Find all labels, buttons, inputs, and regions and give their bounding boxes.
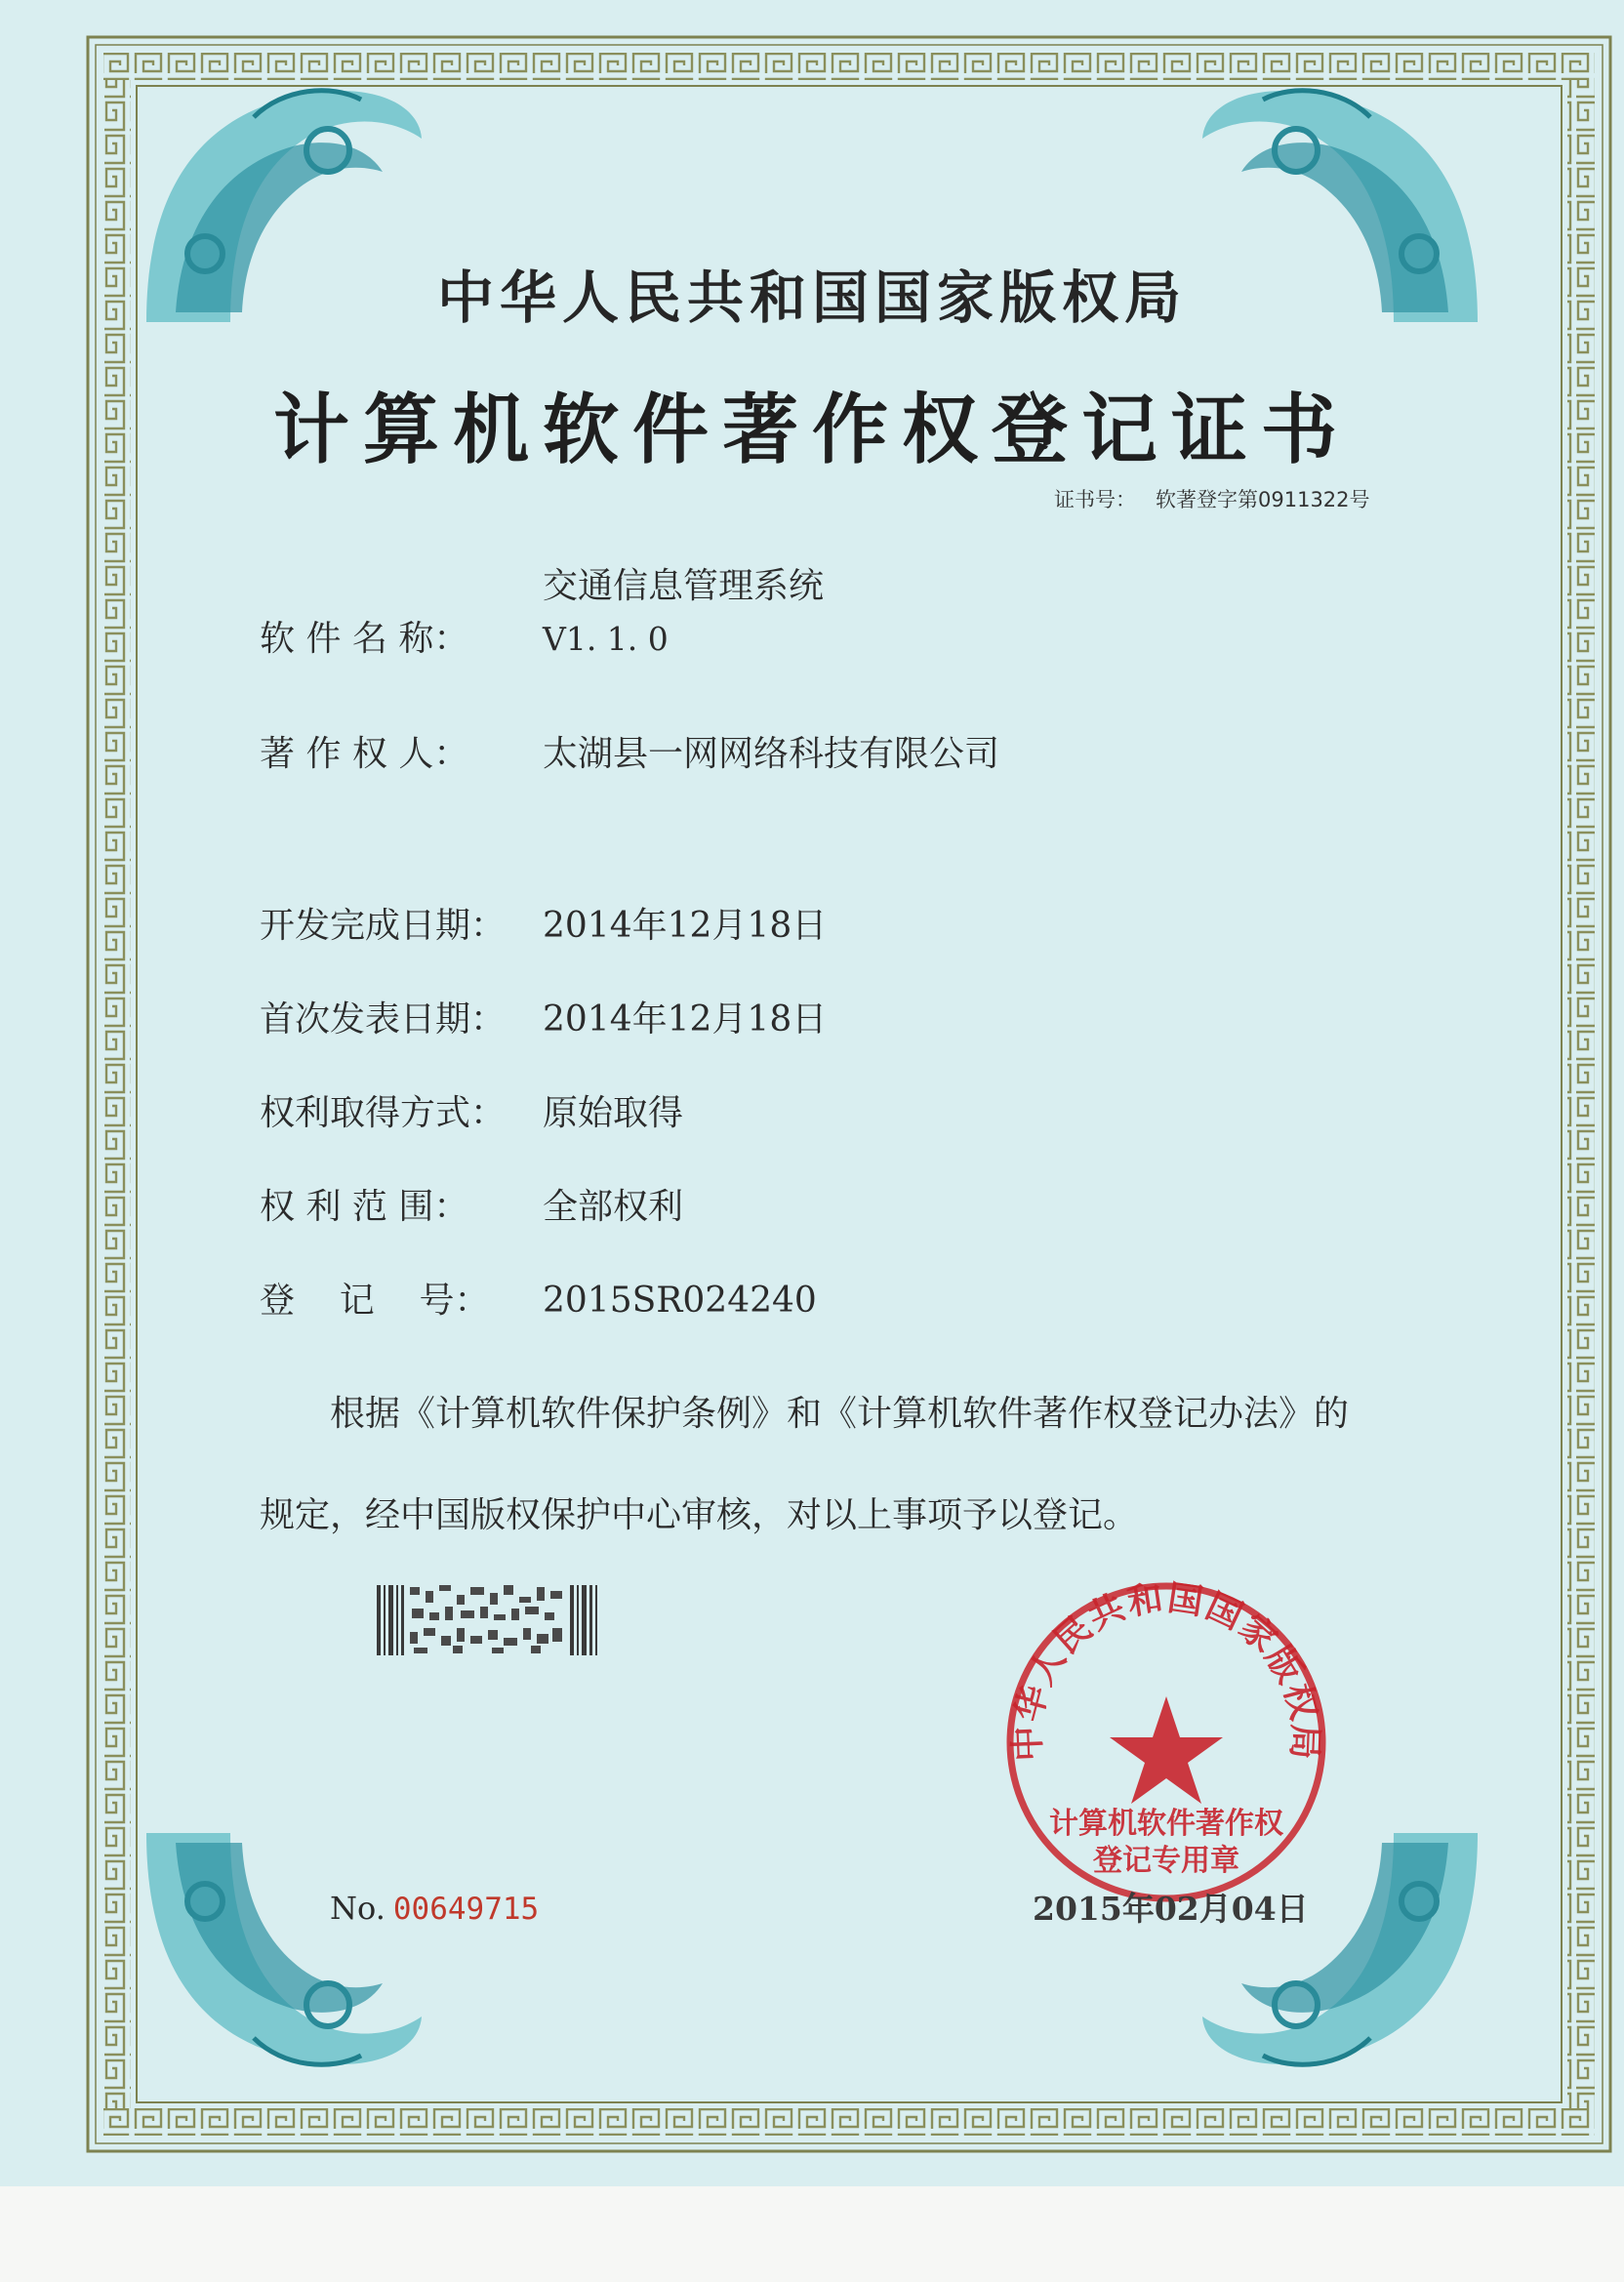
scope-value: 全部权利	[543, 1187, 684, 1227]
seal-inner-line-2: 登记专用章	[1093, 1844, 1239, 1878]
field-label: 软 件 名 称：	[260, 619, 469, 659]
certificate-number-value: 软著登字第0911322号	[1156, 488, 1370, 511]
certificate-title: 计算机软件著作权登记证书	[272, 386, 1351, 474]
software-version: V1. 1. 0	[543, 620, 669, 658]
2d-barcode	[375, 1581, 599, 1659]
field-label: 权利取得方式：	[260, 1093, 507, 1133]
field-completion-date	[260, 898, 827, 948]
field-label: 首次发表日期：	[260, 999, 507, 1039]
field-copyright-holder	[260, 726, 999, 776]
field-registration-number	[260, 1273, 817, 1323]
seal-star-icon	[1110, 1696, 1223, 1804]
copyright-holder-value: 太湖县一网网络科技有限公司	[543, 734, 1000, 774]
issuer-heading: 中华人民共和国国家版权局	[436, 265, 1187, 331]
field-label: 著 作 权 人：	[260, 734, 469, 774]
official-seal	[995, 1571, 1337, 1913]
seal-inner-line-1: 计算机软件著作权	[1049, 1807, 1283, 1841]
certificate-number-label: 证书号：	[1054, 488, 1136, 511]
corner-ornament	[137, 1823, 429, 2077]
field-scope	[260, 1179, 683, 1229]
field-software-name	[260, 558, 824, 661]
field-acquisition-method	[260, 1085, 683, 1135]
field-label: 权 利 范 围：	[260, 1187, 469, 1227]
seal-outer-text: 中华人民共和国国家版权局	[1006, 1576, 1326, 1763]
issue-date: 2015年02月04日	[1033, 1890, 1309, 1928]
field-first-publication-date	[260, 992, 827, 1041]
serial-number-label: No.	[330, 1890, 386, 1927]
completion-date-value: 2014年12月18日	[543, 906, 828, 946]
software-name-value: 交通信息管理系统	[543, 566, 825, 606]
statement-paragraph-2: 规定，经中国版权保护中心审核，对以上事项予以登记。	[260, 1495, 1139, 1535]
first-publication-date-value: 2014年12月18日	[543, 999, 828, 1039]
registration-number-value: 2015SR024240	[543, 1281, 817, 1321]
certificate-number	[1054, 484, 1390, 513]
statement-paragraph-1: 根据《计算机软件保护条例》和《计算机软件著作权登记办法》的	[330, 1394, 1350, 1434]
field-label: 开发完成日期：	[260, 906, 507, 946]
acquisition-method-value: 原始取得	[543, 1093, 684, 1133]
field-label: 登 记 号：	[260, 1281, 490, 1321]
serial-number	[330, 1890, 539, 1927]
serial-number-value: 00649715	[392, 1892, 540, 1927]
